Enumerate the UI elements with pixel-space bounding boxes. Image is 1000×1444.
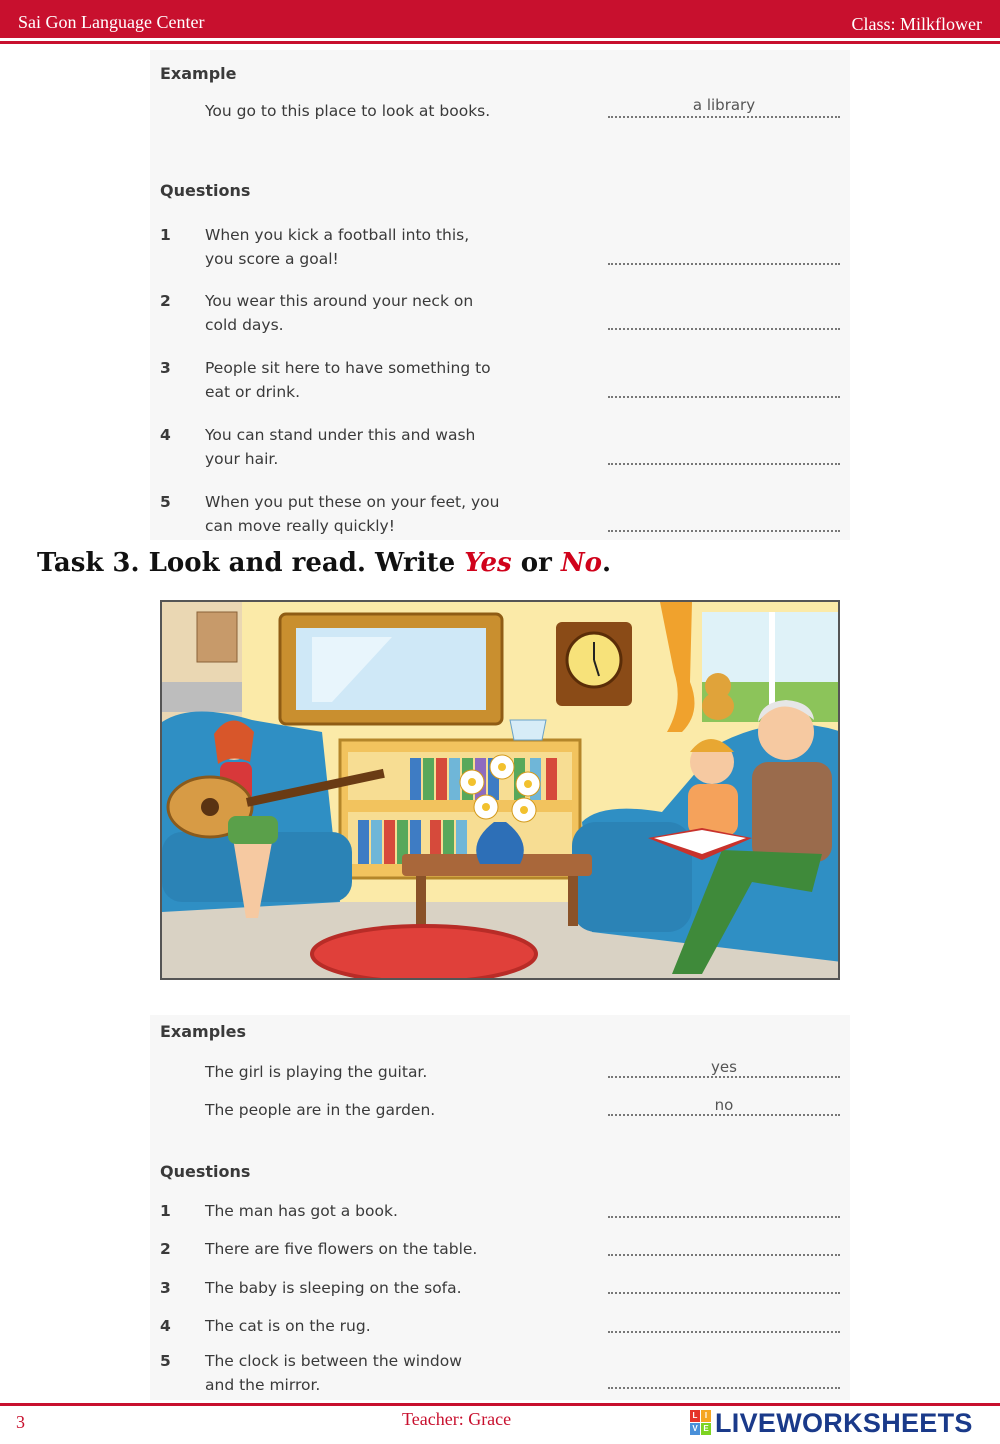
question-number: 5: [160, 1352, 171, 1370]
logo-icon: L I V E: [690, 1410, 712, 1436]
example-answer: yes: [711, 1058, 737, 1076]
question-number: 3: [160, 359, 171, 377]
question-number: 4: [160, 426, 171, 444]
liveworksheets-logo[interactable]: [690, 1404, 990, 1442]
question-number: 4: [160, 1317, 171, 1335]
answer-input-6[interactable]: [608, 1216, 840, 1218]
page-number: 3: [16, 1412, 25, 1432]
answer-input-1[interactable]: [608, 263, 840, 265]
question-text: There are five flowers on the table.: [205, 1240, 478, 1258]
example-question: You go to this place to look at books.: [205, 102, 491, 120]
question-number: 2: [160, 1240, 171, 1258]
answer-input-5[interactable]: [608, 530, 840, 532]
example-heading: Example: [160, 64, 237, 83]
header-rule: [0, 41, 1000, 44]
answer-input-7[interactable]: [608, 1254, 840, 1256]
question-text: When you kick a football into this, you score a goal!: [205, 226, 470, 268]
answer-input-4[interactable]: [608, 463, 840, 465]
logo-text: LIVEWORKSHEETS: [715, 1408, 973, 1438]
answer-input-10[interactable]: [608, 1387, 840, 1389]
class-name: Class: Milkflower: [851, 14, 982, 34]
answer-input-8[interactable]: [608, 1292, 840, 1294]
answer-input-2[interactable]: [608, 328, 840, 330]
task-3-heading: Task 3. Look and read. Write Yes or No.: [37, 548, 612, 578]
question-text: The clock is between the window and the mirror.: [205, 1352, 462, 1394]
answer-input-9[interactable]: [608, 1331, 840, 1333]
question-text: The man has got a book.: [205, 1202, 398, 1220]
answer-line: [608, 116, 840, 118]
question-number: 3: [160, 1279, 171, 1297]
question-number: 1: [160, 1202, 171, 1220]
answer-line: [608, 1076, 840, 1078]
answer-input-3[interactable]: [608, 396, 840, 398]
question-number: 2: [160, 292, 171, 310]
example-question: The girl is playing the guitar.: [205, 1063, 428, 1081]
question-text: You wear this around your neck on cold days.: [205, 292, 474, 334]
living-room-illustration: [160, 600, 840, 980]
question-text: The cat is on the rug.: [205, 1317, 371, 1335]
scene-drawing: [162, 602, 840, 980]
example-answer: no: [714, 1096, 734, 1114]
question-text: The baby is sleeping on the sofa.: [205, 1279, 462, 1297]
questions-heading: Questions: [160, 181, 251, 200]
example-question: The people are in the garden.: [205, 1101, 436, 1119]
question-text: When you put these on your feet, you can move really quickly!: [205, 493, 500, 535]
school-name: Sai Gon Language Center: [18, 12, 205, 32]
questions-heading: Questions: [160, 1162, 251, 1181]
question-number: 1: [160, 226, 171, 244]
question-text: You can stand under this and wash your hair.: [205, 426, 476, 468]
teacher-name: Teacher: Grace: [402, 1409, 512, 1429]
question-number: 5: [160, 493, 171, 511]
answer-line: [608, 1114, 840, 1116]
example-answer: a library: [692, 96, 756, 114]
question-text: People sit here to have something to eat or drink.: [205, 359, 491, 401]
examples-heading: Examples: [160, 1022, 247, 1041]
